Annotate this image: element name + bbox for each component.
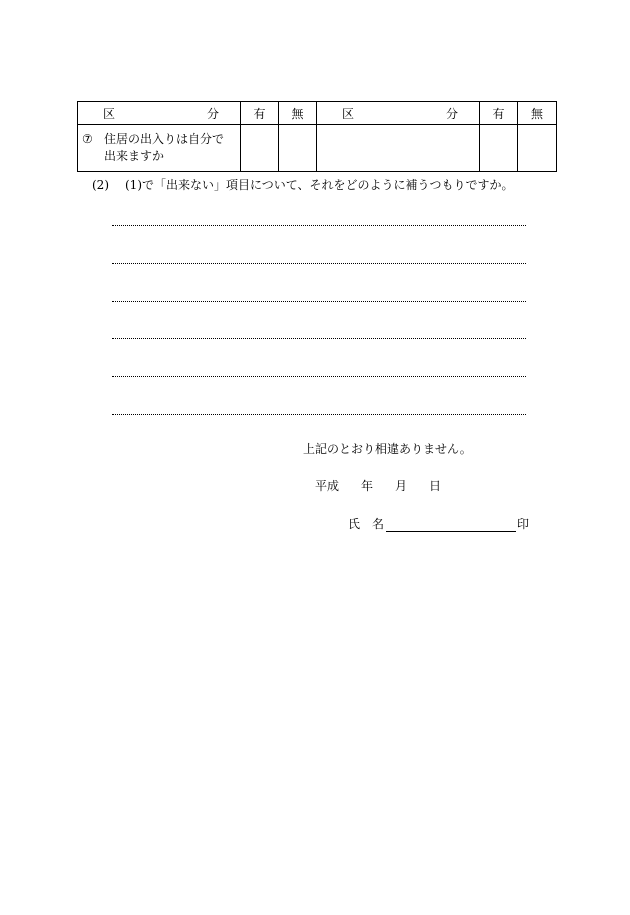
answer-line-5[interactable] [112, 376, 526, 377]
question-2-number: (2) [92, 178, 109, 192]
date-day[interactable]: 日 [429, 479, 442, 493]
table-header-row [78, 102, 557, 125]
header-kubun-left: 区 分 [78, 102, 241, 125]
item-cell [78, 125, 241, 172]
signature-field[interactable] [386, 517, 516, 532]
item-text-line1: 住居の出入りは自分で [104, 132, 225, 146]
answer-line-4[interactable] [112, 338, 526, 339]
answer-line-3[interactable] [112, 301, 526, 302]
right-no-cell[interactable] [518, 125, 557, 172]
form-table [77, 101, 557, 172]
question-2 [92, 176, 514, 193]
date-era: 平成 [315, 479, 340, 493]
date-line [315, 477, 441, 494]
header-no-left: 無 [279, 102, 317, 125]
header-no-right: 無 [518, 102, 557, 125]
declaration-text: 上記のとおり相違ありません。 [303, 442, 472, 456]
answer-line-6[interactable] [112, 414, 526, 415]
item-yes-cell[interactable] [241, 125, 279, 172]
right-item-cell[interactable] [317, 125, 480, 172]
header-yes-right: 有 [480, 102, 518, 125]
item-number: ⑦ [82, 132, 93, 146]
signature-line [348, 515, 529, 532]
answer-line-1[interactable] [112, 225, 526, 226]
answer-line-2[interactable] [112, 263, 526, 264]
header-yes-left: 有 [241, 102, 279, 125]
right-yes-cell[interactable] [480, 125, 518, 172]
seal-mark: 印 [517, 517, 530, 531]
item-text-line2: 出来ますか [104, 149, 165, 163]
date-month[interactable]: 月 [395, 479, 408, 493]
signature-label: 氏 名 [348, 517, 385, 531]
header-kubun-right: 区 分 [317, 102, 480, 125]
question-2-text: (1)で「出来ない」項目について、それをどのように補うつもりですか。 [125, 178, 514, 192]
table-row [78, 125, 557, 172]
item-no-cell[interactable] [279, 125, 317, 172]
date-year[interactable]: 年 [361, 479, 374, 493]
